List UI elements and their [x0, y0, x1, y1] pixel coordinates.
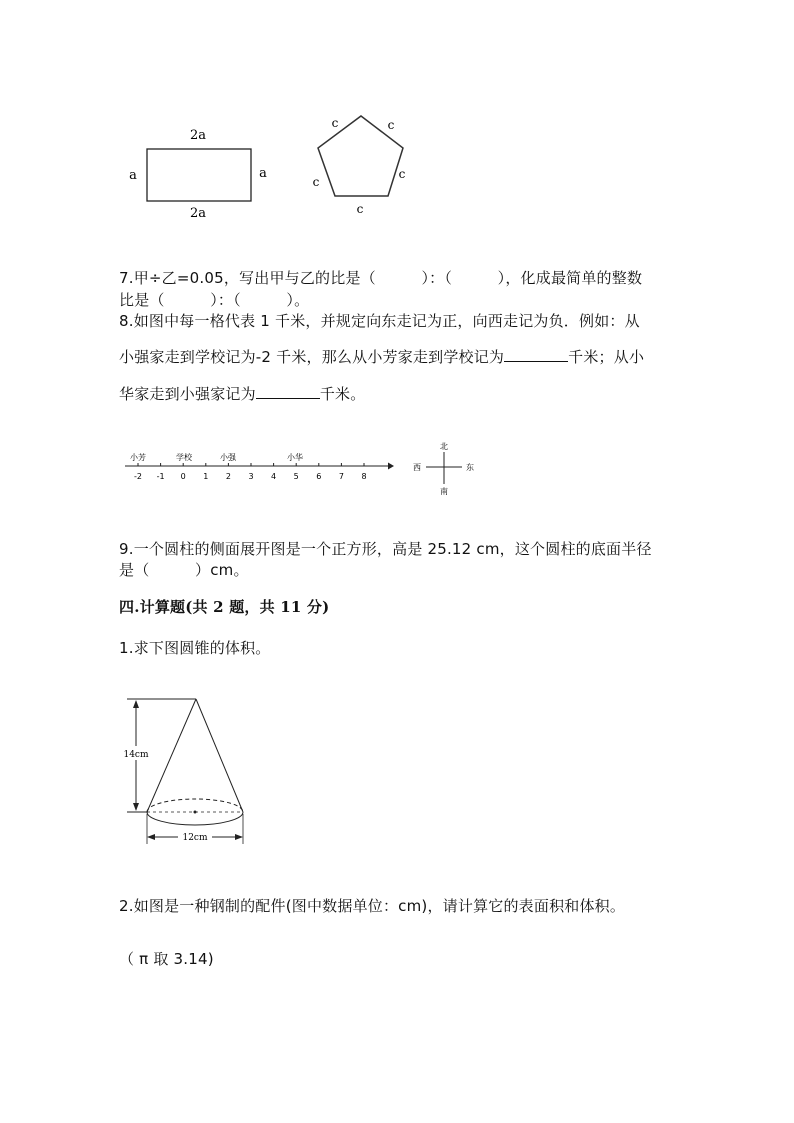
number-line-tick-label: 4 [271, 472, 277, 481]
place-label-school: 学校 [176, 453, 192, 462]
q7-line2: 比是（ ）：（ ）。 [119, 291, 310, 309]
diameter-label: 12cm [182, 833, 208, 843]
q7-line1: 7.甲÷乙=0.05，写出甲与乙的比是（ ）：（ ），化成最简单的整数 [119, 269, 643, 287]
place-label-xiaofang: 小芳 [130, 453, 146, 462]
compass-east: 东 [466, 463, 474, 472]
q8-line3-text-a: 华家走到小强家记为 [119, 385, 256, 403]
section-heading: 四.计算题(共 2 题，共 11 分) [119, 598, 330, 616]
number-line-tick-label: 0 [180, 472, 186, 481]
number-line-tick-label: 7 [338, 472, 344, 481]
rectangle-shape [147, 149, 251, 201]
place-label-xiaoqiang: 小强 [220, 453, 236, 462]
place-label-xiaohua: 小华 [287, 453, 303, 462]
compass-south: 南 [440, 487, 448, 496]
q8-line3-text-b: 千米。 [319, 385, 366, 403]
number-line-tick-label: 6 [316, 472, 322, 481]
rect-left-label: a [129, 168, 137, 183]
number-line-tick-label: 5 [293, 472, 299, 481]
number-line-tick-label: 1 [203, 472, 209, 481]
number-line-tick-label: -1 [156, 472, 165, 481]
arrow-left-icon [147, 834, 155, 840]
arrow-right-icon [388, 463, 394, 470]
calc2-note: （ π 取 3.14) [119, 950, 214, 968]
compass-north: 北 [440, 442, 448, 451]
compass-west: 西 [413, 463, 421, 472]
number-line-tick-label: 3 [248, 472, 254, 481]
q8-line3 [119, 384, 365, 404]
cone-left-side [147, 699, 196, 812]
rect-right-label: a [259, 166, 267, 181]
answer-blank[interactable] [504, 347, 568, 362]
number-line-tick-label: -2 [134, 472, 142, 481]
calc2-text: 2.如图是一种钢制的配件(图中数据单位：cm)，请计算它的表面积和体积。 [119, 897, 626, 915]
arrow-right-icon [235, 834, 243, 840]
number-line-tick-label: 8 [361, 472, 367, 481]
q8-line1: 8.如图中每一格代表 1 千米，并规定向东走记为正，向西走记为负．例如：从 [119, 312, 640, 330]
top-figures [110, 105, 430, 235]
cone-base-back [147, 799, 243, 812]
pentagon-side-label: c [387, 118, 395, 132]
q8-line2-text-a: 小强家走到学校记为-2 千米，那么从小芳家走到学校记为 [119, 348, 505, 366]
rect-bottom-label: 2a [189, 206, 207, 221]
q8-line2 [119, 347, 644, 367]
pentagon-side-label: c [356, 202, 364, 216]
pentagon-side-label: c [331, 116, 339, 130]
base-center-dot [194, 811, 197, 814]
rect-top-label: 2a [189, 128, 207, 143]
calc1-text: 1.求下图圆锥的体积。 [119, 639, 271, 657]
cone-figure [118, 688, 258, 848]
number-line-tick-label: 2 [225, 472, 231, 481]
q9-line1: 9.一个圆柱的侧面展开图是一个正方形，高是 25.12 cm，这个圆柱的底面半径 [119, 540, 652, 558]
q8-line2-text-b: 千米；从小 [568, 348, 645, 366]
answer-blank[interactable] [256, 384, 320, 399]
height-label: 14cm [123, 750, 149, 760]
number-line-figure [120, 438, 500, 498]
cone-base-front [147, 812, 243, 825]
arrow-down-icon [133, 803, 139, 811]
arrow-up-icon [133, 700, 139, 708]
pentagon-side-label: c [398, 167, 406, 181]
q9-line2: 是（ ）cm。 [119, 561, 249, 579]
pentagon-side-label: c [312, 175, 320, 189]
cone-right-side [196, 699, 243, 812]
